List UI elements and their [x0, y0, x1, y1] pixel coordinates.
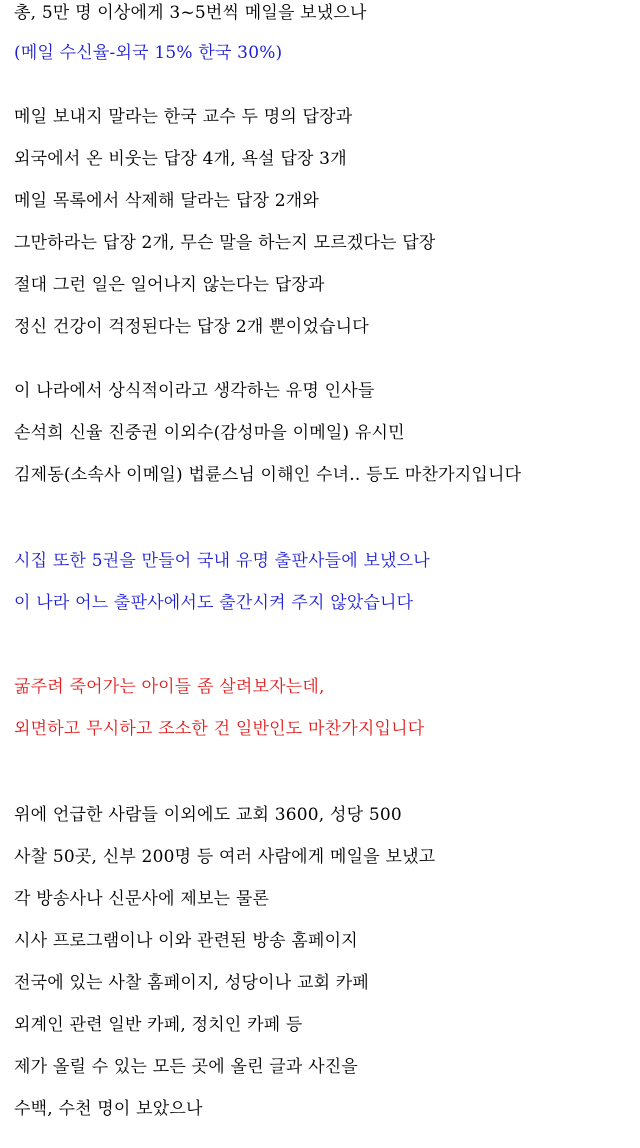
- text-line-6: 그만하라는 답장 2개, 무슨 말을 하는지 모르겠다는 답장: [14, 233, 436, 253]
- text-line-19: 시사 프로그램이나 이와 관련된 방송 홈페이지: [14, 931, 358, 951]
- text-line-3: 메일 보내지 말라는 한국 교수 두 명의 답장과: [14, 107, 353, 127]
- text-line-23: 수백, 수천 명이 보았으나: [14, 1099, 203, 1119]
- text-line-17: 사찰 50곳, 신부 200명 등 여러 사람에게 메일을 보냈고: [14, 847, 436, 867]
- text-line-18: 각 방송사나 신문사에 제보는 물론: [14, 889, 270, 909]
- text-line-5: 메일 목록에서 삭제해 달라는 답장 2개와: [14, 191, 319, 211]
- text-line-16: 위에 언급한 사람들 이외에도 교회 3600, 성당 500: [14, 805, 402, 825]
- text-line-10: 손석희 신율 진중권 이외수(감성마을 이메일) 유시민: [14, 423, 405, 443]
- text-line-8: 정신 건강이 걱정된다는 답장 2개 뿐이었습니다: [14, 317, 369, 337]
- text-line-13-blue: 이 나라 어느 출판사에서도 출간시켜 주지 않았습니다: [14, 593, 414, 613]
- text-line-9: 이 나라에서 상식적이라고 생각하는 유명 인사들: [14, 381, 375, 401]
- text-line-20: 전국에 있는 사찰 홈페이지, 성당이나 교회 카페: [14, 973, 370, 993]
- text-line-11: 김제동(소속사 이메일) 법륜스님 이해인 수녀.. 등도 마찬가지입니다: [14, 465, 522, 485]
- text-line-15-red: 외면하고 무시하고 조소한 건 일반인도 마찬가지입니다: [14, 719, 425, 739]
- text-line-14-red: 굶주려 죽어가는 아이들 좀 살려보자는데,: [14, 677, 325, 697]
- text-line-1: 총, 5만 명 이상에게 3~5번씩 메일을 보냈으나: [14, 3, 367, 23]
- text-line-12-blue: 시집 또한 5권을 만들어 국내 유명 출판사들에 보냈으나: [14, 551, 430, 571]
- text-line-7: 절대 그런 일은 일어나지 않는다는 답장과: [14, 275, 325, 295]
- text-line-22: 제가 올릴 수 있는 모든 곳에 올린 글과 사진을: [14, 1057, 359, 1077]
- text-line-2-mail-rate: (메일 수신율-외국 15% 한국 30%): [14, 43, 283, 63]
- text-line-4: 외국에서 온 비웃는 답장 4개, 욕설 답장 3개: [14, 149, 347, 169]
- text-line-21: 외계인 관련 일반 카페, 정치인 카페 등: [14, 1015, 303, 1035]
